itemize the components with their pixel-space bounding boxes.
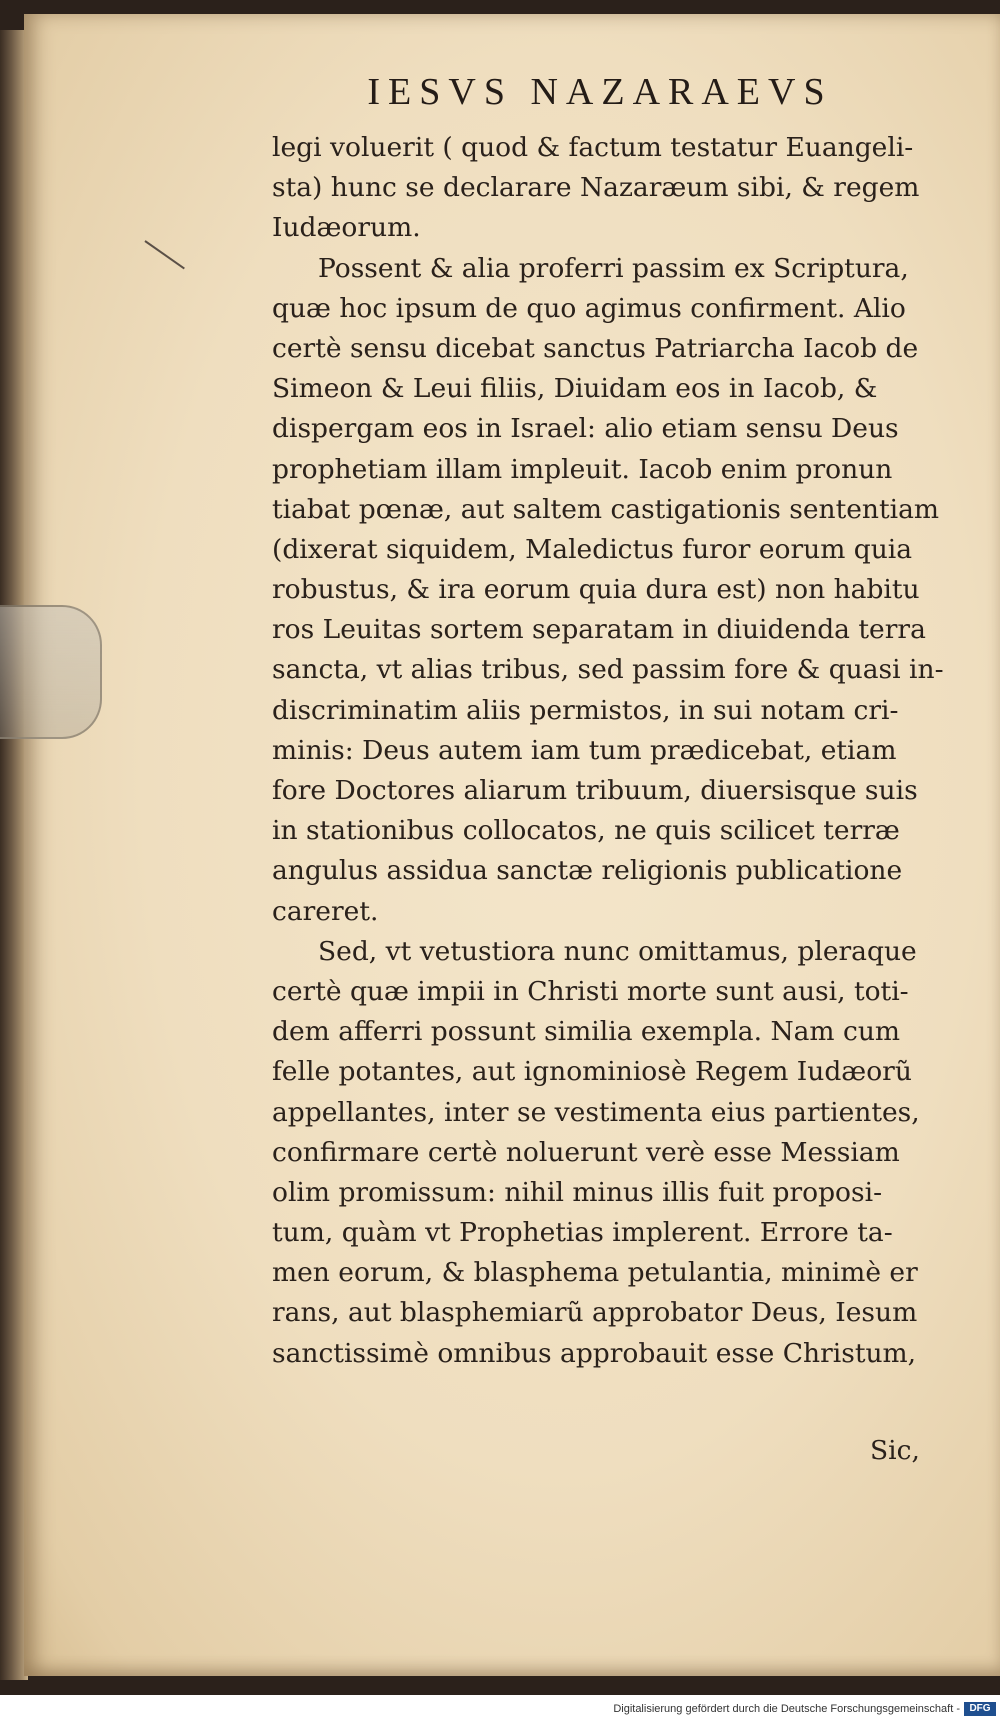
text-line: legi voluerit ( quod & factum testatur Euangeli- xyxy=(272,132,914,163)
text-line: certè quæ impii in Christi morte sunt ausi, toti- xyxy=(272,975,909,1007)
text-line: confirmare certè noluerunt verè esse Messiam xyxy=(272,1136,900,1168)
text-line: fore Doctores aliarum tribuum, diuersisque suis xyxy=(272,775,918,806)
text-line: dem afferri possunt similia exempla. Nam cum xyxy=(272,1016,901,1048)
text-line: angulus assidua sanctæ religionis publicatione xyxy=(272,855,903,887)
text-line: robustus, & ira eorum quia dura est) non habitu xyxy=(272,574,920,606)
text-line: tiabat pœnæ, aut saltem castigationis sententiam xyxy=(272,493,940,525)
text-line: appellantes, inter se vestimenta eius partientes, xyxy=(272,1096,920,1128)
text-line: in stationibus collocatos, ne quis scilicet terræ xyxy=(272,815,900,847)
text-line: sanctissimè omnibus approbauit esse Christum, xyxy=(272,1337,917,1369)
text-line: prophetiam illam impleuit. Iacob enim pronun xyxy=(272,453,893,485)
text-line: quæ hoc ipsum de quo agimus confirment. Alio xyxy=(272,292,906,324)
running-head: IESVS NAZARAEVS xyxy=(367,71,833,113)
text-line: felle potantes, aut ignominiosè Regem Iudæorũ xyxy=(272,1056,912,1088)
text-line: Iudæorum. xyxy=(272,212,421,244)
text-line: olim promissum: nihil minus illis fuit proposi- xyxy=(272,1176,883,1208)
text-line: ros Leuitas sortem separatam in diuidenda terra xyxy=(272,614,926,646)
text-line: Simeon & Leui filiis, Diuidam eos in Iacob, & xyxy=(272,373,878,405)
text-line: tum, quàm vt Prophetias implerent. Errore ta- xyxy=(272,1217,893,1249)
text-line: dispergam eos in Israel: alio etiam sensu Deus xyxy=(272,413,899,445)
text-line: rans, aut blasphemiarũ approbator Deus, Iesum xyxy=(272,1297,918,1329)
body-text xyxy=(272,128,972,1374)
text-line: discriminatim aliis permistos, in sui notam cri- xyxy=(272,694,899,726)
paragraph-start-line: Possent & alia proferri passim ex Scriptura, xyxy=(318,252,909,284)
text-line: sancta, vt alias tribus, sed passim fore & quasi in- xyxy=(272,654,944,686)
text-line: certè sensu dicebat sanctus Patriarcha Iacob de xyxy=(272,332,919,364)
text-line: sta) hunc se declarare Nazaræum sibi, & regem xyxy=(272,172,920,204)
catchword: Sic, xyxy=(870,1435,920,1466)
text-line: men eorum, & blasphema petulantia, minimè er xyxy=(272,1257,918,1289)
text-line: minis: Deus autem iam tum prædicebat, etiam xyxy=(272,734,897,766)
text-line: careret. xyxy=(272,895,379,927)
text-line: (dixerat siquidem, Maledictus furor eorum quia xyxy=(272,533,913,565)
dfg-logo: DFG xyxy=(964,1702,996,1716)
paragraph-start-line: Sed, vt vetustiora nunc omittamus, pleraque xyxy=(318,935,917,967)
funding-credit: Digitalisierung gefördert durch die Deutsche Forschungsgemeinschaft - xyxy=(613,1703,960,1715)
page-clip xyxy=(0,605,102,739)
